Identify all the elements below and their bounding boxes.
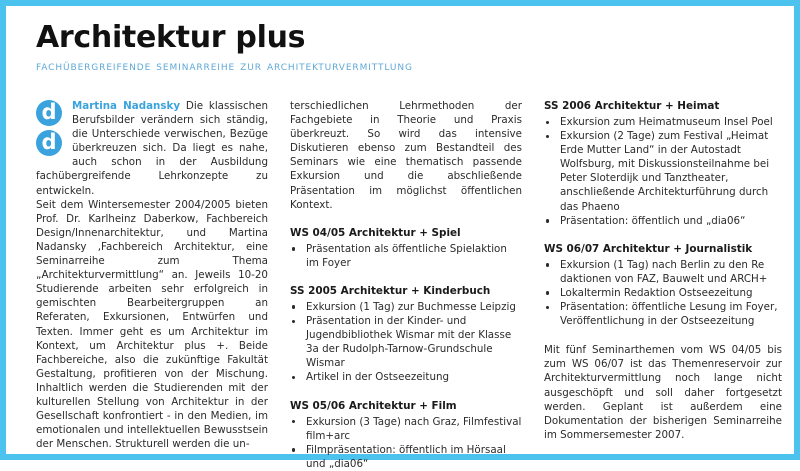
- section-list: [290, 242, 522, 270]
- list-item-text: Artikel in der Ostseezeitung: [306, 371, 450, 384]
- list-item: [290, 314, 522, 370]
- list-item: [544, 258, 782, 286]
- intro-paragraph-block: [36, 99, 268, 198]
- bullet-icon: [292, 247, 295, 250]
- d-logo-icon: d: [36, 100, 62, 126]
- list-item-text: Filmpräsentation: öffentlich im Hörsaal und „dia06“: [306, 443, 506, 470]
- section-ws-06-07: [544, 242, 782, 328]
- list-item: [544, 300, 782, 328]
- bullet-icon: [292, 320, 295, 323]
- section-list: [544, 258, 782, 328]
- list-item-text: Präsentation: öffentlich und „dia06“: [560, 214, 746, 227]
- section-ss-2005: [290, 284, 522, 385]
- section-ss-2006: [544, 99, 782, 228]
- list-item: [544, 129, 782, 214]
- page-title: Architektur plus: [36, 20, 306, 55]
- left-paragraph-2: Seit dem Wintersemester 2004/2005 bieten Prof. Dr. Karlheinz Daberkow, Fachbereich Design/Innenarchitektur, und Martina Nadansky ,Fachbereich Architektur, eine Seminarreihe zum Thema „Architekturvermittlung“ an. Jeweils 10-20 Studierende arbeiten sehr erfolgreich in gemischten Bearbeitergruppen an Referaten, Exkursionen, Entwürfen und Texten. Immer geht es um Architektur im Kontext, um Architektur plus +. Beide Fachbereiche, also die zukünftige Fakultät Gestaltung, profitieren von der Mischung. Inhaltlich werden die Studierenden mit der kulturellen Stellung von Architektur in der Gesellschaft konfrontiert - in den Medien, im emotionalen und intellektuellen Bewusstsein der Menschen. Strukturell werden die un-: [36, 198, 268, 451]
- list-item-text: Lokaltermin Redaktion Ostseezeitung: [560, 286, 753, 299]
- list-item-text: Präsentation als öffentliche Spielaktion im Foyer: [306, 242, 507, 269]
- logo-stack: [36, 100, 72, 160]
- middle-continuation-paragraph: terschiedlichen Lehrmethoden der Fachgebiete in Theorie und Praxis überkreuzt. So wird das intensive Diskutieren ebenso zum Bestandteil des Seminars wie eine thematisch passende Exkursion und die abschließende Präsentation im möglichst öffentlichen Kontext.: [290, 100, 522, 211]
- list-item-text: Präsentation: öffentliche Lesung im Foyer, Veröffentlichung in der Ostseezeitung: [560, 301, 778, 328]
- list-item-text: Exkursion (1 Tag) nach Berlin zu den Re daktionen von FAZ, Bauwelt und ARCH+: [560, 258, 768, 285]
- page-subtitle: fachübergreifende seminarreihe zur architekturvermittlung: [36, 58, 413, 74]
- author-name: Martina Nadansky: [72, 100, 181, 112]
- section-heading: SS 2005 Architektur + Kinderbuch: [290, 284, 491, 297]
- article-columns: [36, 99, 782, 470]
- section-ws-04-05: [290, 226, 522, 270]
- bullet-icon: [546, 291, 549, 294]
- section-list: [290, 300, 522, 385]
- list-item: [544, 286, 782, 300]
- bullet-icon: [292, 420, 295, 423]
- d-logo-icon: d: [36, 130, 62, 156]
- section-ws-05-06: [290, 399, 522, 471]
- bullet-icon: [546, 135, 549, 138]
- page-content: [36, 14, 782, 470]
- bullet-icon: [546, 263, 549, 266]
- list-item: [290, 443, 522, 471]
- right-column: [544, 99, 782, 446]
- bullet-icon: [292, 305, 295, 308]
- section-heading: WS 04/05 Architektur + Spiel: [290, 226, 461, 239]
- list-item: [290, 415, 522, 443]
- bullet-icon: [546, 219, 549, 222]
- left-column: [36, 99, 268, 451]
- list-item: [290, 370, 522, 384]
- list-item-text: Exkursion zum Heimatmuseum Insel Poel: [560, 116, 773, 128]
- intro-text: Die klassischen Berufsbilder verändern sich ständig, die Unterschiede verwischen, Bezüge überkreuzen sich. Da liegt es nahe, auch schon in der Ausbildung fachübergreifende Lehrkonzepte zu entwickeln.: [36, 100, 268, 197]
- list-item: [544, 214, 782, 228]
- list-item-text: Exkursion (1 Tag) zur Buchmesse Leipzig: [306, 300, 516, 313]
- masthead: [36, 22, 778, 74]
- list-item-text: Exkursion (3 Tage) nach Graz, Filmfestival film+arc: [306, 415, 522, 442]
- list-item: [544, 115, 782, 129]
- closing-paragraph: Mit fünf Seminarthemen vom WS 04/05 bis zum WS 06/07 ist das Themenreservoir zur Architekturvermittlung noch lange nicht ausgeschöpft und soll daher fortgesetzt werden. Geplant ist außerdem eine Dokumentation der bisherigen Seminarreihe im Sommersemester 2007.: [544, 344, 782, 441]
- bullet-icon: [292, 448, 295, 451]
- list-item-text: Präsentation in der Kinder- und Jugendbibliothek Wismar mit der Klasse 3a der Rudolph-Tarnow-Grundschule Wismar: [306, 315, 512, 370]
- middle-column: [290, 99, 522, 470]
- bullet-icon: [546, 306, 549, 309]
- list-item: [290, 242, 522, 270]
- section-list: [290, 415, 522, 471]
- section-heading: SS 2006 Architektur + Heimat: [544, 100, 720, 112]
- section-list: [544, 115, 782, 228]
- section-heading: WS 06/07 Architektur + Journalistik: [544, 242, 753, 255]
- bullet-icon: [546, 121, 549, 124]
- bullet-icon: [292, 376, 295, 379]
- list-item-text: Exkursion (2 Tage) zum Festival „Heimat Erde Mutter Land“ in der Autostadt Wolfsburg, mit Diskussionsteilnahme bei Peter Sloterdijk und Tanztheater, anschließende Architekturführung durch das Phaeno: [560, 130, 770, 213]
- list-item: [290, 300, 522, 314]
- section-heading: WS 05/06 Architektur + Film: [290, 399, 457, 412]
